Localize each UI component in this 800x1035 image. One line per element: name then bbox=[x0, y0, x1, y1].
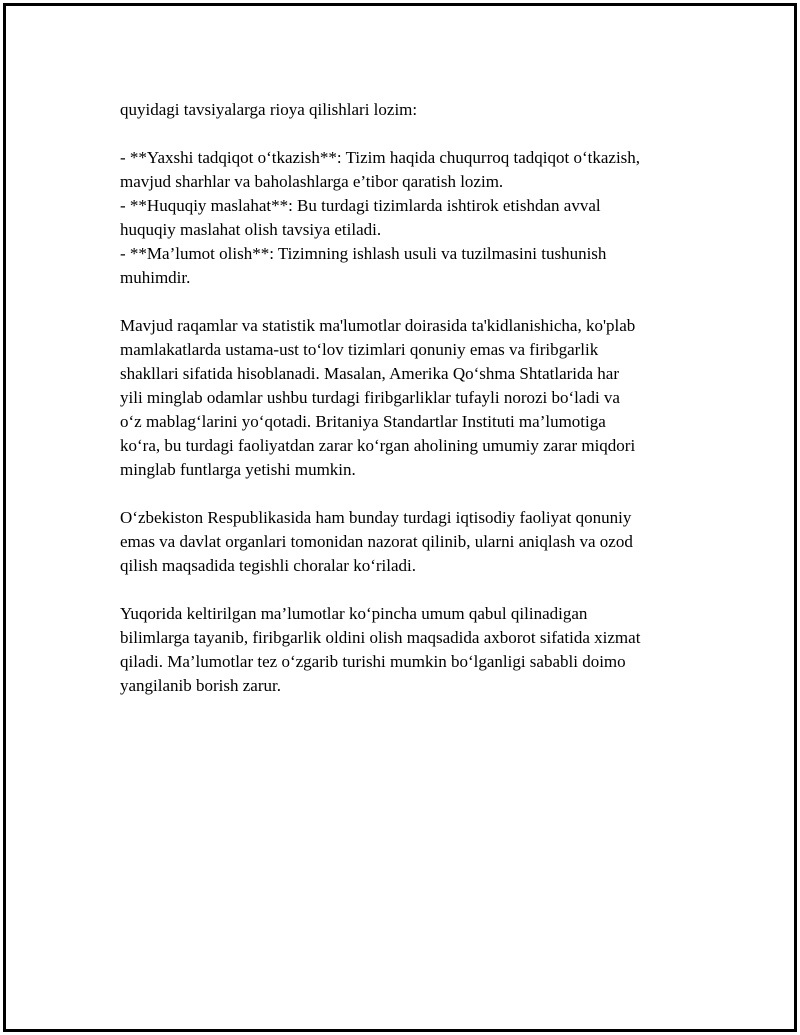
text-line: qiladi. Ma’lumotlar tez o‘zgarib turishi mumkin bo‘lganligi sababli doimo bbox=[120, 652, 626, 671]
paragraph-conclusion bbox=[120, 602, 700, 698]
text-line: qilish maqsadida tegishli choralar ko‘riladi. bbox=[120, 556, 417, 575]
page-frame bbox=[3, 3, 797, 1032]
text-line: huquqiy maslahat olish tavsiya etiladi. bbox=[120, 220, 382, 239]
text-line: mavjud sharhlar va baholashlarga e’tibor qaratish lozim. bbox=[120, 172, 504, 191]
text-line: quyidagi tavsiyalarga rioya qilishlari lozim: bbox=[120, 100, 418, 119]
text-line: shakllari sifatida hisoblanadi. Masalan, Amerika Qo‘shma Shtatlarida har bbox=[120, 364, 620, 383]
text-line: yili minglab odamlar ushbu turdagi firibgarliklar tufayli norozi bo‘ladi va bbox=[120, 388, 620, 407]
text-line: - **Ma’lumot olish**: Tizimning ishlash usuli va tuzilmasini tushunish bbox=[120, 244, 607, 263]
list-item bbox=[120, 242, 700, 290]
document-body bbox=[120, 98, 700, 722]
paragraph-statistics bbox=[120, 314, 700, 482]
paragraph-uzbekistan bbox=[120, 506, 700, 578]
text-line: bilimlarga tayanib, firibgarlik oldini olish maqsadida axborot sifatida xizmat bbox=[120, 628, 641, 647]
text-line: Yuqorida keltirilgan ma’lumotlar ko‘pincha umum qabul qilinadigan bbox=[120, 604, 588, 623]
intro-line bbox=[120, 98, 700, 122]
text-line: - **Huquqiy maslahat**: Bu turdagi tizimlarda ishtirok etishdan avval bbox=[120, 196, 601, 215]
text-line: o‘z mablag‘larini yo‘qotadi. Britaniya Standartlar Instituti ma’lumotiga bbox=[120, 412, 606, 431]
text-line: yangilanib borish zarur. bbox=[120, 676, 281, 695]
text-line: ko‘ra, bu turdagi faoliyatdan zarar ko‘rgan aholining umumiy zarar miqdori bbox=[120, 436, 636, 455]
list-item bbox=[120, 194, 700, 242]
text-line: emas va davlat organlari tomonidan nazorat qilinib, ularni aniqlash va ozod bbox=[120, 532, 633, 551]
text-line: Mavjud raqamlar va statistik ma'lumotlar doirasida ta'kidlanishicha, ko'plab bbox=[120, 316, 636, 335]
list-item bbox=[120, 146, 700, 194]
text-line: muhimdir. bbox=[120, 268, 191, 287]
recommendation-list bbox=[120, 146, 700, 290]
text-line: - **Yaxshi tadqiqot o‘tkazish**: Tizim haqida chuqurroq tadqiqot o‘tkazish, bbox=[120, 148, 641, 167]
text-line: mamlakatlarda ustama-ust to‘lov tizimlari qonuniy emas va firibgarlik bbox=[120, 340, 599, 359]
text-line: minglab funtlarga yetishi mumkin. bbox=[120, 460, 356, 479]
text-line: O‘zbekiston Respublikasida ham bunday turdagi iqtisodiy faoliyat qonuniy bbox=[120, 508, 632, 527]
